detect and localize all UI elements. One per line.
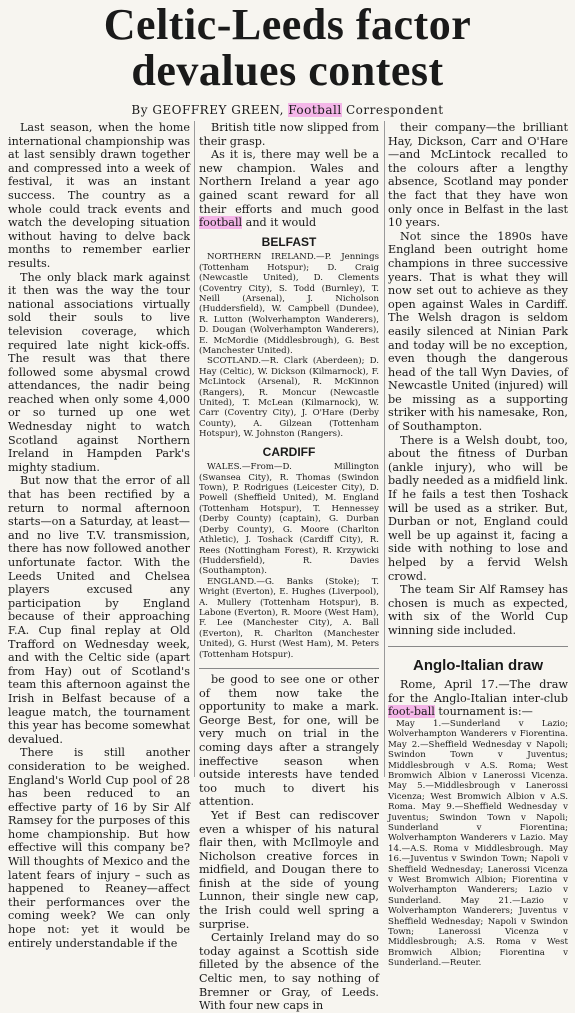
byline-author: By GEOFFREY GREEN, bbox=[131, 103, 289, 117]
fixture-list: May 1.—Sunderland v Lazio; Wolverhampton Wanderers v Fiorentina. May 2.—Sheffield Wednesday v Napoli; Swindon Town v Juventus; Middlesbrough v A.S. Roma; West Bromwich Albion v Lanerossi Vicenza. May 5.—Middlesbrough v Lanerossi Vicenza; West Bromwich Albion v A.S. Roma. May 9.—Sheffield Wednesday v Juventus; Swindon Town v Napoli; Sunderland v Fiorentina; Wolverhampton Wanderers v Lazio. May 14.—A.S. Roma v Middlesbrough. May 16.—Juventus v Swindon Town; Napoli v Sheffield Wednesday; Lanerossi Vicenza v West Bromwich Albion; Fiorentina v Wolverhampton Wanderers; Lazio v Sunderland. May 21.—Lazio v Wolverhampton Wanderers; Juventus v Sheffield Wednesday; Napoli v Swindon Town; Lanerossi Vicenza v Middlesbrough; A.S. Roma v West Bromwich Albion; Fiorentina v Sunderland.—Reuter. bbox=[388, 718, 568, 969]
belfast-heading: BELFAST bbox=[261, 234, 317, 249]
paragraph: But now that the error of all that has been rectified by a return to normal afternoon starts—on a Saturday, at least—and no live T.V. transmission, there has now followed another unfortunate factor. With the Leeds United and Chelsea players excused any participation by England because of their approaching F.A. Cup final replay at Old Trafford on Wednesday week, and with the Celtic side (apart from Hay) out of Scotland's team this afternoon against the Irish in Belfast because of a league match, the tournament this year has become somewhat devalued. bbox=[8, 474, 190, 746]
team-list-scotland: SCOTLAND.—R. Clark (Aberdeen); D. Hay (Celtic), W. Dickson (Kilmarnock), F. McLintock (Arsenal), R. McKinnon (Rangers), R. Moncur (Newcastle United), T. McLean (Kilmarnock), W. Carr (Coventry City), J. O'Hare (Derby County), A. Gilzean (Tottenham Hotspur), W. Johnston (Rangers). bbox=[199, 356, 379, 440]
divider bbox=[388, 646, 568, 647]
anglo-italian-fixtures bbox=[388, 719, 568, 969]
intro-text-end: tournament is:— bbox=[434, 705, 533, 719]
headline-line-1: Celtic-Leeds factor bbox=[103, 0, 472, 49]
article-column-3 bbox=[388, 121, 569, 969]
paragraph: There is a Welsh doubt, too, about the fitness of Durban (ankle injury), who will be badly needed as a midfield link. If he fails a test then Toshack will be used as a striker. But, Durban or not, England could well be up against it, facing a side with nothing to lose and helped by a fervid Welsh crowd. bbox=[388, 433, 569, 583]
team-list-northern-ireland: NORTHERN IRELAND.—P. Jennings (Tottenham Hotspur); D. Craig (Newcastle United), D. Clements (Coventry City), S. Todd (Burnley), T. Neill (Arsenal), J. Nicholson (Huddersfield), W. Campbell (Dundee), R. Lutton (Wolverhampton Wanderers), D. Dougan (Wolverhampton Wanderers), E. McMordie (Middlesbrough), G. Best (Manchester United). bbox=[199, 252, 379, 356]
anglo-italian-heading: Anglo-Italian draw bbox=[412, 656, 543, 674]
article-column-1 bbox=[8, 121, 190, 950]
divider bbox=[199, 668, 379, 669]
paragraph: be good to see one or other of them now take the opportunity to make a mark. George Best, for one, will be very much on trial in the coming days after a strangely ineffective season when outside interests have tended too much to divert his attention. bbox=[199, 672, 379, 809]
cardiff-teams bbox=[199, 462, 379, 660]
paragraph: British title now slipped from their grasp. bbox=[199, 121, 379, 148]
paragraph: The team Sir Alf Ramsey has chosen is much as expected, with six of the World Cup winning side included. bbox=[388, 583, 568, 637]
column-rule-2 bbox=[384, 121, 385, 777]
cardiff-heading: CARDIFF bbox=[262, 444, 316, 459]
paragraph: Certainly Ireland may do so today against a Scottish side filleted by the absence of the Celtic men, to say nothing of Bremner or Gray, of Leeds. With four new caps in bbox=[199, 931, 379, 1013]
column-rule-1 bbox=[194, 121, 195, 777]
paragraph: Last season, when the home international championship was at last sensibly drawn together and compressed into a week of festival, it was an instant success. The country as a whole could track events and watch the developing situation without having to delve back months to remember earlier results. bbox=[8, 121, 190, 270]
paragraph: The only black mark against it then was the way the tour national associations virtually sold their souls to live television coverage, which required late night kick-offs. The result was that there followed some abysmal crowd attendances, the nadir being reached when only some 4,000 or so turned up one wet Wednesday night to watch Scotland against Northern Ireland in Hampden Park's mighty stadium. bbox=[8, 270, 190, 474]
paragraph: Yet if Best can rediscover even a whisper of his natural flair then, with McIlmoyle and Nicholson creative forces in midfield, and Dougan there to finish at the side of young Lunnon, their single new cap, the Irish could well spring a surprise. bbox=[199, 808, 379, 931]
byline bbox=[0, 103, 575, 117]
headline-line-2: devalues contest bbox=[131, 46, 444, 95]
byline-highlight: Football bbox=[288, 103, 342, 117]
belfast-teams bbox=[199, 252, 379, 439]
headline bbox=[0, 2, 575, 94]
anglo-italian-intro bbox=[388, 678, 568, 719]
intro-text: Rome, April 17.—The draw for the Anglo-Italian inter-club bbox=[388, 678, 568, 705]
paragraph: Not since the 1890s have England been outright home champions in three successive years. That is what they will now set out to achieve as they open against Wales in Cardiff. The Welsh dragon is seldom easily silenced at Ninian Park and today will be no exception, even though the dangerous head of the tall Wyn Davies, of Newcastle United (injured) will be missing as a supporting striker with his namesake, Ron, of Southampton. bbox=[388, 229, 568, 434]
team-list-england: ENGLAND.—G. Banks (Stoke); T. Wright (Everton), E. Hughes (Liverpool), A. Mullery (Tottenham Hotspur), B. Labone (Everton), R. Moore (West Ham), F. Lee (Manchester City), A. Ball (Everton), R. Charlton (Manchester United), G. Hurst (West Ham), M. Peters (Tottenham Hotspur). bbox=[199, 576, 379, 660]
byline-role: Correspondent bbox=[341, 103, 444, 117]
team-list-wales: WALES.—From—D. Millington (Swansea City), R. Thomas (Swindon Town), P. Rodrigues (Leicester City), D. Powell (Sheffield United), M. England (Tottenham Hotspur), T. Hennessey (Derby County) (captain), G. Durban (Derby County), G. Moore (Charlton Athletic), J. Toshack (Cardiff City), R. Rees (Nottingham Forest), R. Krzywicki (Huddersfield), R. Davies (Southampton). bbox=[199, 462, 379, 577]
paragraph: their company—the brilliant Hay, Dickson, Carr and O'Hare—and McLintock recalled to the colours after a lengthy absence, Scotland may ponder the fact that they have won only once in Belfast in the last 10 years. bbox=[388, 121, 568, 230]
football-highlight: foot-ball bbox=[388, 705, 435, 719]
paragraph: As it is, there may well be a new champion. Wales and Northern Ireland a year ago gained scant reward for all their efforts and much good football and it would bbox=[199, 148, 379, 230]
football-highlight: football bbox=[199, 216, 243, 230]
article-column-2 bbox=[199, 121, 379, 1013]
paragraph: There is still another consideration to be weighed. England's World Cup pool of 28 has been reduced to an effective party of 16 by Sir Alf Ramsey for the purposes of this home championship. But how effective will this company be? Will thoughts of Mexico and the latent fears of injury – such as happened to Reaney—affect their performances over the coming week? We can only hope not: yet it would be entirely understandable if the bbox=[8, 746, 190, 950]
